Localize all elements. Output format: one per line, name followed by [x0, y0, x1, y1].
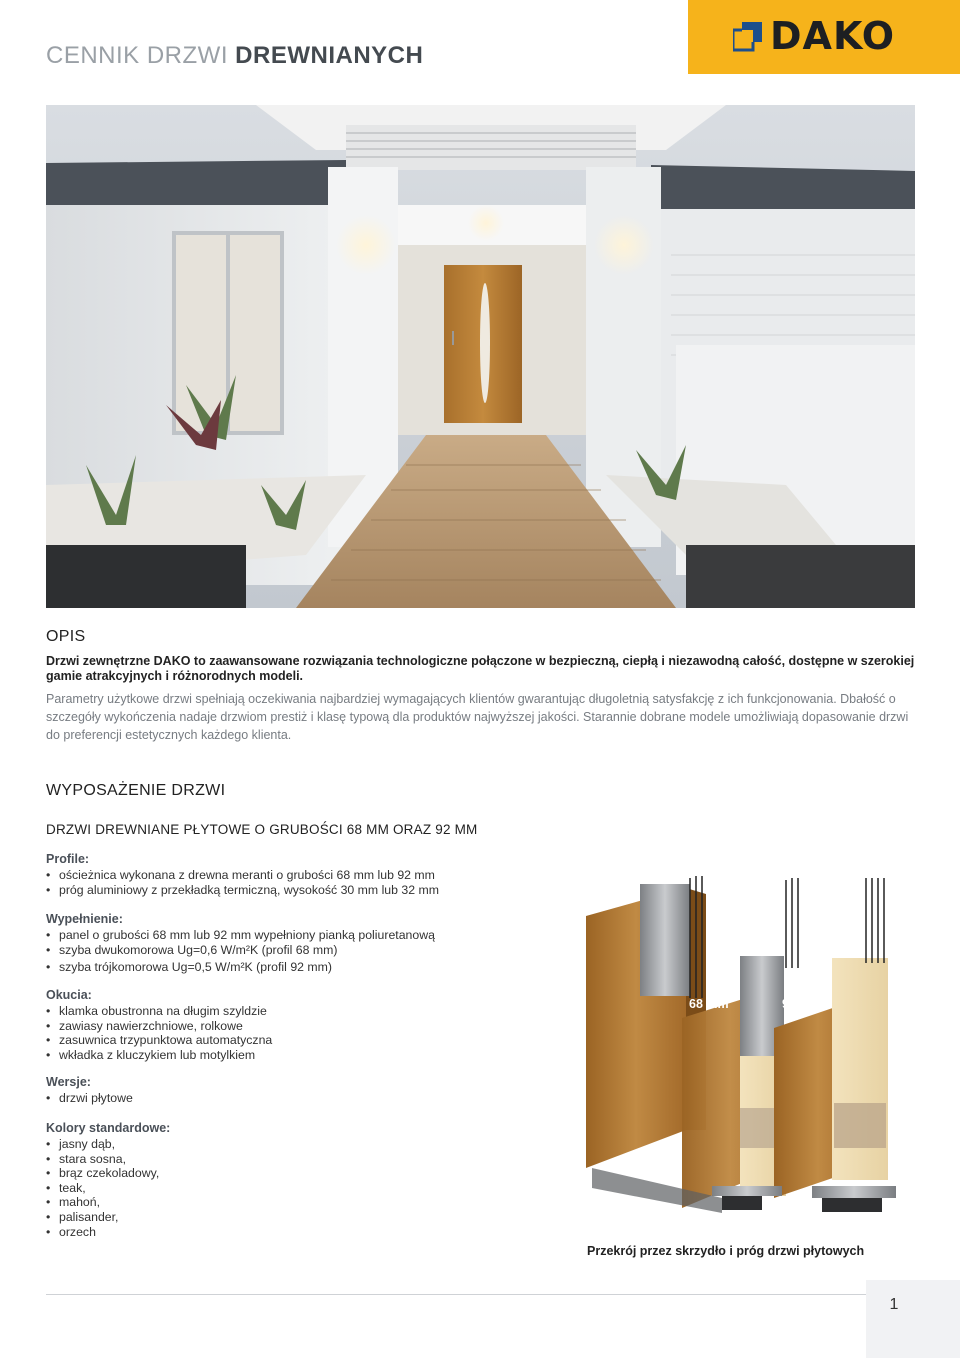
house-entrance-photo	[46, 105, 915, 608]
list-item: • klamka obustronna na długim szyldzie	[46, 1004, 566, 1019]
list-item: • zawiasy nawierzchniowe, rolkowe	[46, 1019, 566, 1034]
door-cross-section-illustration	[582, 868, 902, 1230]
spec-group-title: Wersje:	[46, 1075, 91, 1089]
spec-group-wypelnienie	[46, 912, 566, 975]
list-item: • orzech	[46, 1225, 566, 1240]
opis-heading: OPIS	[46, 628, 86, 645]
opis-description: Parametry użytkowe drzwi spełniają oczekiwania najbardziej wymagających klientów gwarantując długoletnią satysfakcję z ich funkcjonowania. Dbałość o szczegóły wykończenia nadaje drzwiom prestiż i klasę typową dla produktów najwyższej jakości. Starannie dobrane modele umożliwiają dopasowanie drzwi do preferencji estetycznych każdego klienta.	[46, 692, 909, 742]
footer-divider	[46, 1294, 866, 1295]
list-item: • szyba trójkomorowa Ug=0,5 W/m²K (profil 92 mm)	[46, 960, 566, 975]
page-number: 1	[889, 1296, 899, 1313]
list-item: • jasny dąb,	[46, 1137, 566, 1152]
dako-logo-mark-icon	[733, 22, 763, 52]
cross-section-caption: Przekrój przez skrzydło i próg drzwi płytowych	[587, 1244, 865, 1258]
wyposazenie-subheading: DRZWI DREWNIANE PŁYTOWE O GRUBOŚCI 68 MM ORAZ 92 MM	[46, 822, 478, 837]
dako-logo	[688, 0, 960, 74]
label-92mm: 92 mm	[782, 997, 822, 1011]
page-number-box	[866, 1280, 960, 1358]
spec-group-kolory	[46, 1121, 566, 1239]
list-item: • palisander,	[46, 1210, 566, 1225]
list-item: • panel o grubości 68 mm lub 92 mm wypełniony pianką poliuretanową	[46, 928, 566, 943]
list-item: • teak,	[46, 1181, 566, 1196]
list-item: • brąz czekoladowy,	[46, 1166, 566, 1181]
wyposazenie-heading: WYPOSAŻENIE DRZWI	[46, 782, 226, 799]
spec-group-profile	[46, 852, 566, 897]
spec-group-wersje	[46, 1075, 566, 1106]
list-item: • stara sosna,	[46, 1152, 566, 1167]
spec-group-title: Okucia:	[46, 988, 92, 1002]
list-item: • drzwi płytowe	[46, 1091, 566, 1106]
spec-group-okucia	[46, 988, 566, 1062]
spec-group-title: Profile:	[46, 852, 90, 866]
opis-intro: Drzwi zewnętrzne DAKO to zaawansowane rozwiązania technologiczne połączone w bezpieczną, ciepłą i niezawodną całość, dostępne w szerokiej gamie atrakcyjnych i różnorodnych modeli.	[46, 654, 915, 683]
list-item: • próg aluminiowy z przekładką termiczną, wysokość 30 mm lub 32 mm	[46, 883, 566, 898]
page-title	[46, 42, 423, 70]
list-item: • wkładka z kluczykiem lub motylkiem	[46, 1048, 566, 1063]
page-title-light: CENNIK DRZWI	[46, 42, 236, 69]
list-item: • szyba dwukomorowa Ug=0,6 W/m²K (profil 68 mm)	[46, 943, 566, 958]
page-title-bold: DREWNIANYCH	[235, 42, 424, 69]
list-item: • ościeżnica wykonana z drewna meranti o grubości 68 mm lub 92 mm	[46, 868, 566, 883]
label-68mm: 68 mm	[689, 997, 729, 1011]
list-item: • zasuwnica trzypunktowa automatyczna	[46, 1033, 566, 1048]
spec-group-title: Kolory standardowe:	[46, 1121, 171, 1135]
list-item: • mahoń,	[46, 1195, 566, 1210]
dako-logo-text: DAKO	[770, 14, 895, 58]
spec-group-title: Wypełnienie:	[46, 912, 123, 926]
